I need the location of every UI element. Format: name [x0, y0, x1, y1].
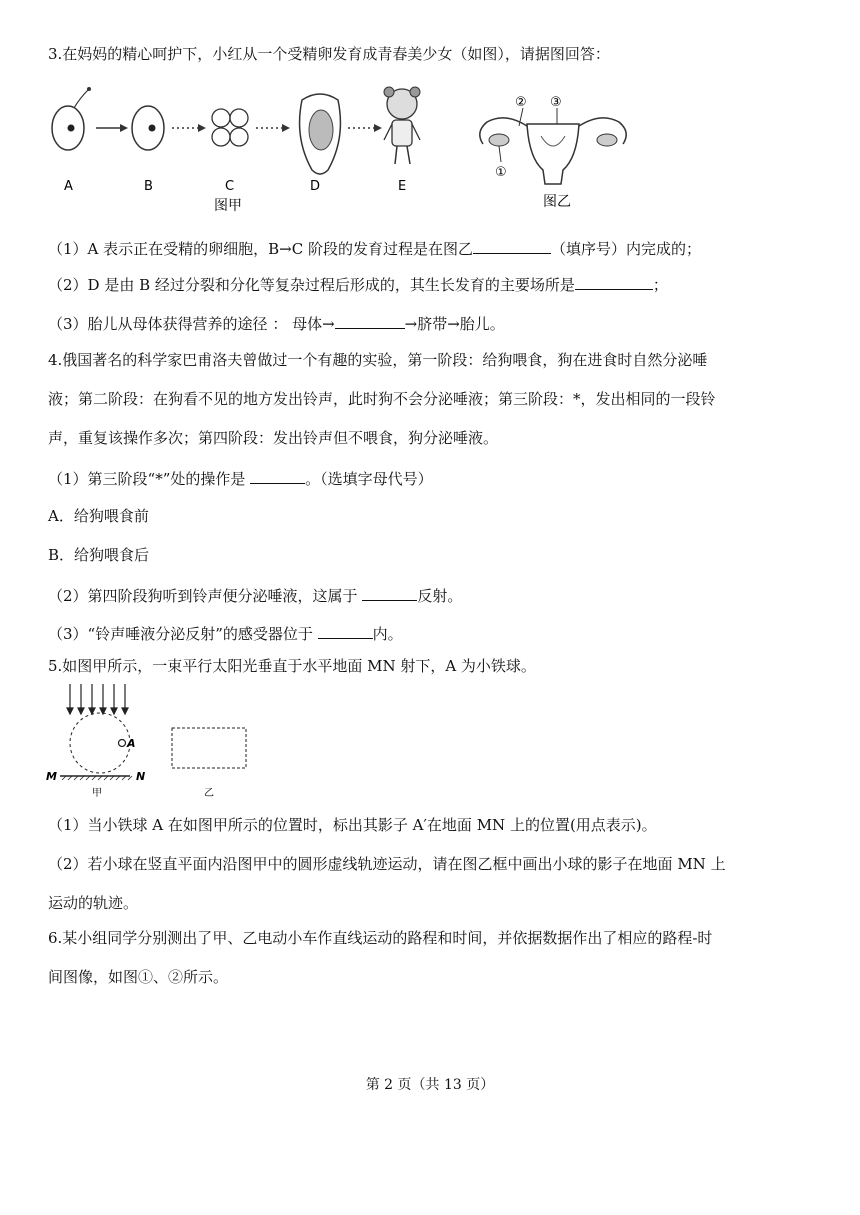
- q4-option-b: B．给狗喂食后: [48, 546, 150, 564]
- answer-blank[interactable]: [335, 312, 405, 329]
- caption-jia: 甲: [92, 788, 102, 799]
- caption-yi: 乙: [204, 788, 214, 799]
- q4-sub2: [48, 584, 462, 606]
- q5-sub2-line2: 运动的轨迹。: [48, 894, 139, 912]
- marker-2: ②: [515, 95, 527, 110]
- fig-caption-jia: 图甲: [214, 198, 242, 214]
- fig-label-e: E: [398, 179, 407, 194]
- answer-blank[interactable]: [250, 467, 305, 484]
- answer-blank[interactable]: [473, 237, 551, 254]
- answer-blank[interactable]: [362, 584, 417, 601]
- label-ball-a: A: [127, 737, 136, 750]
- q6-stem-line1: 6.某小组同学分别测出了甲、乙电动小车作直线运动的路程和时间，并依据数据作出了相应的路程-时: [48, 929, 713, 947]
- q3-sub1: [48, 237, 701, 259]
- q4-sub3: [48, 622, 403, 644]
- q4-sub2-text-a: （2）第四阶段狗听到铃声便分泌唾液，这属于: [48, 587, 363, 605]
- fig-label-c: C: [225, 179, 235, 194]
- q4-stem-line2: 液；第二阶段：在狗看不见的地方发出铃声，此时狗不会分泌唾液；第三阶段：*，发出相同的一段铃: [48, 390, 716, 408]
- marker-1: ①: [495, 165, 507, 180]
- fig-label-a: A: [64, 179, 73, 194]
- q3-sub2: [48, 273, 668, 295]
- q3-figure-jia: [40, 78, 440, 220]
- q3-figure-yi: [465, 86, 650, 216]
- q4-sub1-text-b: 。（选填字母代号）: [305, 470, 433, 488]
- page-footer: 第 2 页（共 13 页）: [365, 1077, 495, 1093]
- q4-sub3-text-a: （3）“铃声唾液分泌反射”的感受器位于: [48, 625, 318, 643]
- q3-sub2-text-b: ；: [652, 276, 668, 294]
- fig-caption-yi: 图乙: [543, 194, 571, 210]
- q3-sub2-text-a: （2）D 是由 B 经过分裂和分化等复杂过程后形成的，其生长发育的主要场所是: [48, 276, 575, 294]
- q4-sub1: [48, 467, 433, 489]
- marker-3: ③: [550, 95, 562, 110]
- answer-blank[interactable]: [318, 622, 373, 639]
- label-m: M: [46, 770, 57, 783]
- q4-option-a: A．给狗喂食前: [48, 507, 149, 525]
- q4-sub3-text-b: 内。: [372, 625, 403, 643]
- fig-label-d: D: [310, 179, 321, 194]
- q3-stem: 3.在妈妈的精心呵护下，小红从一个受精卵发育成青春美少女（如图），请据图回答：: [48, 45, 610, 63]
- q5-stem: 5.如图甲所示，一束平行太阳光垂直于水平地面 MN 射下，A 为小铁球。: [48, 657, 536, 675]
- q4-sub1-text-a: （1）第三阶段“*”处的操作是: [48, 470, 251, 488]
- q4-stem-line1: 4.俄国著名的科学家巴甫洛夫曾做过一个有趣的实验，第一阶段：给狗喂食，狗在进食时自然分泌唾: [48, 351, 708, 369]
- q6-stem-line2: 间图像，如图①、②所示。: [48, 968, 229, 986]
- q3-sub3-text-a: （3）胎儿从母体获得营养的途径 ： 母体→: [48, 315, 335, 333]
- q3-sub1-text-b: （填序号）内完成的；: [550, 240, 701, 258]
- q3-sub3: [48, 312, 505, 334]
- q3-sub3-text-b: →脐带→胎儿。: [404, 315, 505, 333]
- q5-sub2-line1: （2）若小球在竖直平面内沿图甲中的圆形虚线轨迹运动，请在图乙框中画出小球的影子在地面 MN 上: [48, 855, 726, 873]
- q4-stem-line3: 声，重复该操作多次；第四阶段：发出铃声但不喂食，狗分泌唾液。: [48, 429, 499, 447]
- answer-blank[interactable]: [575, 273, 653, 290]
- q5-sub1: （1）当小铁球 A 在如图甲所示的位置时，标出其影子 A′在地面 MN 上的位置(用点表示)。: [48, 816, 657, 834]
- q3-sub1-text-a: （1）A 表示正在受精的卵细胞，B→C 阶段的发育过程是在图乙: [48, 240, 473, 258]
- label-n: N: [136, 770, 146, 783]
- fig-label-b: B: [144, 179, 153, 194]
- q4-sub2-text-b: 反射。: [417, 587, 463, 605]
- q5-figure: [42, 680, 262, 800]
